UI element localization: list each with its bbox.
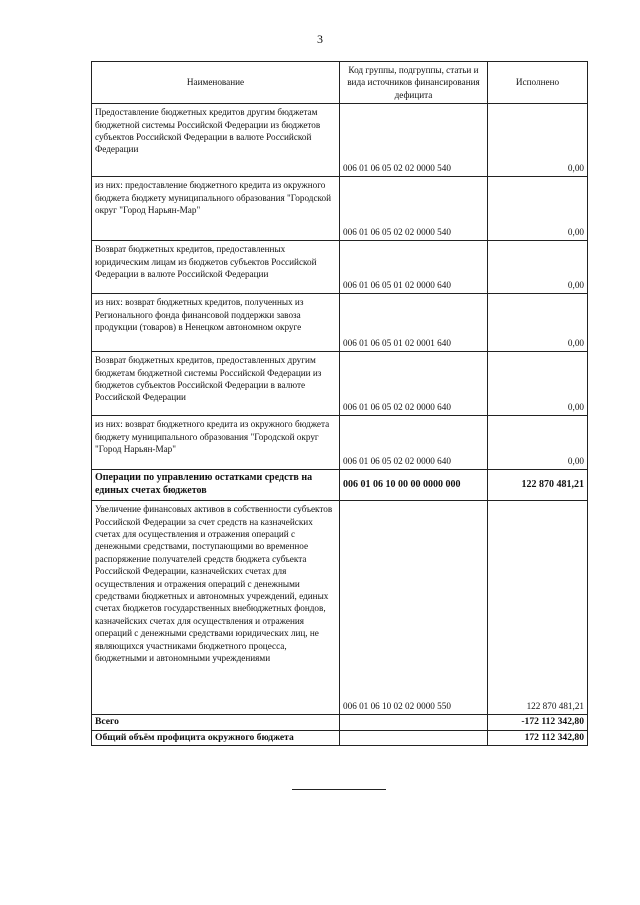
total-label: Всего (92, 715, 340, 730)
total-code-empty (340, 715, 488, 730)
row-value: 0,00 (488, 241, 588, 294)
row-name: из них: предоставление бюджетного кредита из окружного бюджета бюджету муниципального образования "Городской округ "Город Нарьян-Мар" (92, 177, 340, 241)
row-code: 006 01 06 10 00 00 0000 000 (340, 470, 488, 501)
header-executed: Исполнено (488, 62, 588, 104)
row-name: Возврат бюджетных кредитов, предоставленных другим бюджетам бюджетной системы Российской Федерации из бюджетов субъектов Российской Федерации в валюте Российской Федерации (92, 352, 340, 416)
row-name: Предоставление бюджетных кредитов другим бюджетам бюджетной системы Российской Федерации из бюджетов субъектов Российской Федерации в валюте Российской Федерации (92, 104, 340, 177)
table-row (92, 294, 588, 352)
row-value: 0,00 (488, 416, 588, 470)
row-value: 0,00 (488, 294, 588, 352)
row-name: Операции по управлению остатками средств на единых счетах бюджетов (92, 470, 340, 501)
surplus-row (92, 730, 588, 745)
row-code: 006 01 06 05 02 02 0000 640 (340, 416, 488, 470)
row-code: 006 01 06 05 02 02 0000 540 (340, 104, 488, 177)
row-code: 006 01 06 05 01 02 0001 640 (340, 294, 488, 352)
row-value: 0,00 (488, 177, 588, 241)
row-name: Возврат бюджетных кредитов, предоставленных юридическим лицам из бюджетов субъектов Российской Федерации в валюте Российской Федерации (92, 241, 340, 294)
financing-sources-table (91, 61, 588, 746)
row-value: 0,00 (488, 352, 588, 416)
header-code: Код группы, подгруппы, статьи и вида источников финансирования дефицита (340, 62, 488, 104)
table-header-row (92, 62, 588, 104)
header-name: Наименование (92, 62, 340, 104)
row-value: 122 870 481,21 (488, 470, 588, 501)
row-name: из них: возврат бюджетного кредита из окружного бюджета бюджету муниципального образования "Городской округ "Город Нарьян-Мар" (92, 416, 340, 470)
footer-divider (292, 789, 386, 790)
row-code: 006 01 06 05 02 02 0000 640 (340, 352, 488, 416)
row-code: 006 01 06 05 02 02 0000 540 (340, 177, 488, 241)
total-row (92, 715, 588, 730)
row-value: 0,00 (488, 104, 588, 177)
table-row (92, 416, 588, 470)
table-row (92, 104, 588, 177)
row-value: 122 870 481,21 (488, 501, 588, 715)
surplus-code-empty (340, 730, 488, 745)
surplus-value: 172 112 342,80 (488, 730, 588, 745)
row-code: 006 01 06 05 01 02 0000 640 (340, 241, 488, 294)
page-number: 3 (317, 32, 323, 46)
table-row (92, 241, 588, 294)
table-row (92, 352, 588, 416)
table-row (92, 177, 588, 241)
total-value: -172 112 342,80 (488, 715, 588, 730)
row-code: 006 01 06 10 02 02 0000 550 (340, 501, 488, 715)
row-name: Увеличение финансовых активов в собственности субъектов Российской Федерации за счет средств на казначейских счетах для осуществления и отражения операций с денежными средствами, поступающими во временное распоряжение получателей средств бюджета субъекта Российской Федерации, казначейских счетах для осуществления и отражения операций с денежными средствами бюджетных и автономных учреждений, единых счетах бюджетов государственных внебюджетных фондов, казначейских счетах для осуществления и отражения операций с денежными средствами юридических лиц, не являющихся участниками бюджетного процесса, бюджетными и автономными учреждениями (92, 501, 340, 715)
table-row (92, 501, 588, 715)
table-row-section (92, 470, 588, 501)
surplus-label: Общий объём профицита окружного бюджета (92, 730, 340, 745)
row-name: из них: возврат бюджетных кредитов, полученных из Регионального фонда финансовой поддержки завоза продукции (товаров) в Ненецком автономном округе (92, 294, 340, 352)
